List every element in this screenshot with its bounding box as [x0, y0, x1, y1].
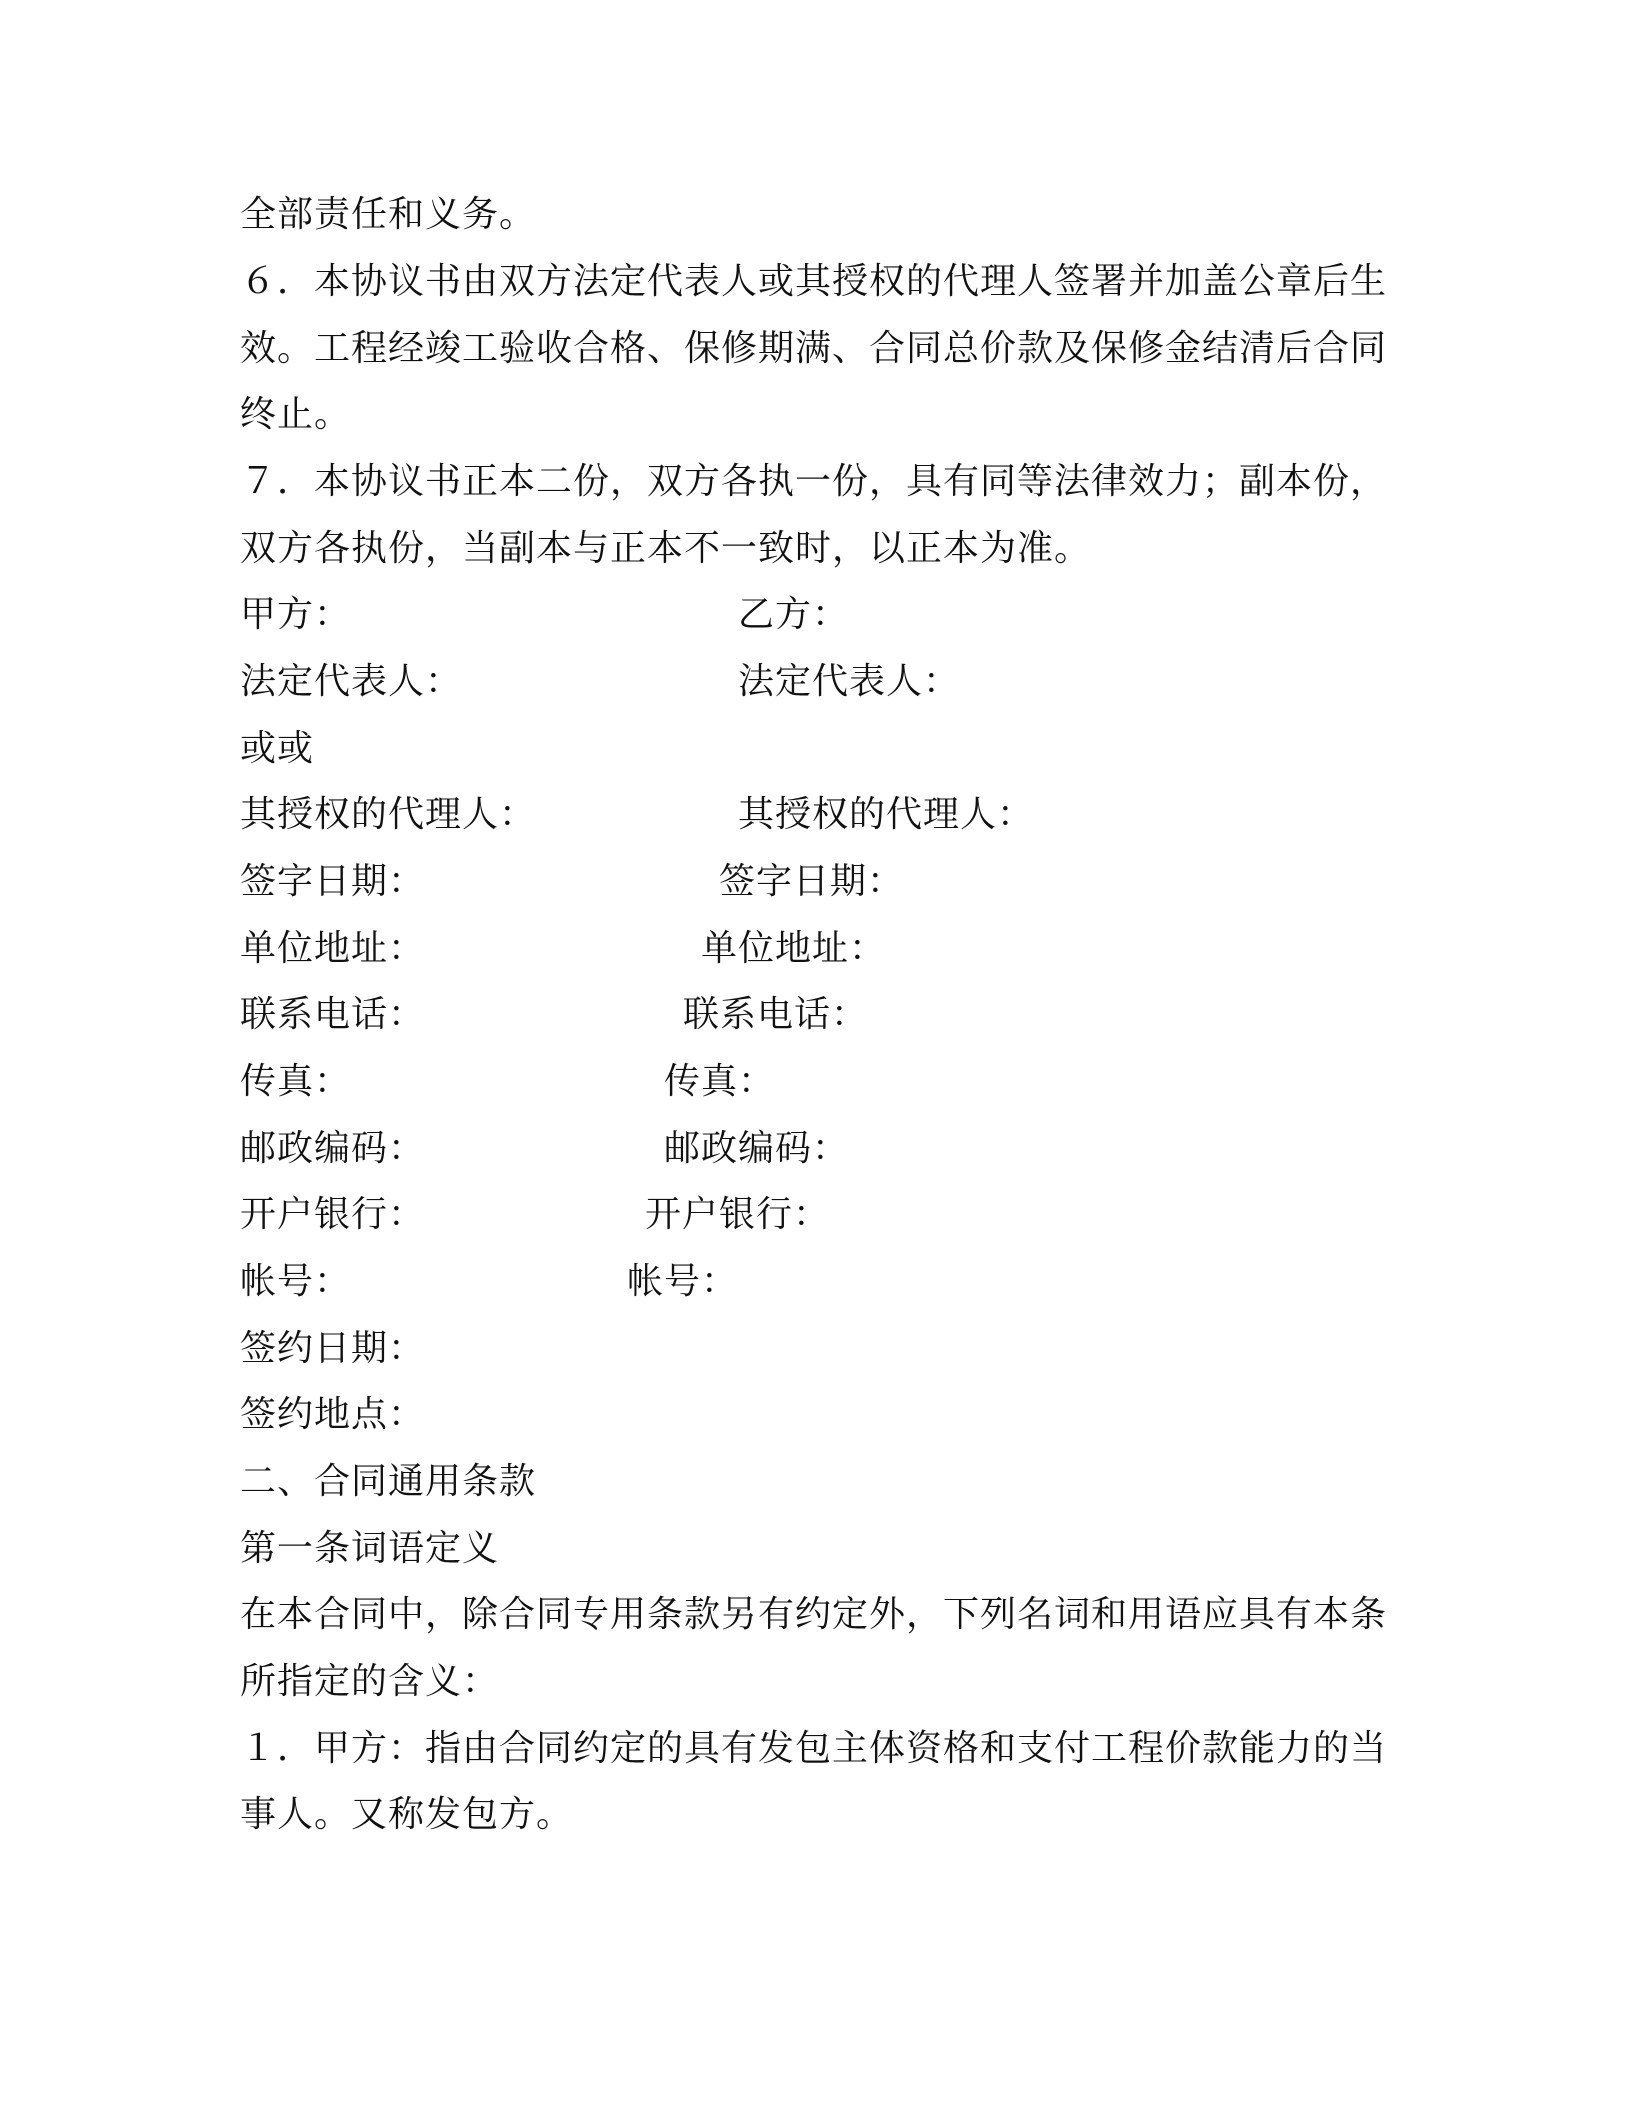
address-b-label: 单位地址：: [701, 928, 887, 969]
bank-b-label: 开户银行：: [645, 1194, 831, 1235]
phone-a-label: 联系电话：: [240, 994, 426, 1035]
fax-a-label: 传真：: [240, 1061, 352, 1102]
clause-7-line-1: ７．本协议书正本二份，双方各执一份，具有同等法律效力；副本份，: [240, 461, 1388, 502]
contract-date-label: 签约日期：: [240, 1328, 426, 1369]
clause-7-line-2: 双方各执份，当副本与正本不一致时，以正本为准。: [240, 528, 1092, 569]
address-a-label: 单位地址：: [240, 928, 426, 969]
party-a-label: 甲方：: [240, 594, 352, 635]
account-b-label: 帐号：: [627, 1261, 739, 1302]
definition-1-line-1: １．甲方：指由合同约定的具有发包主体资格和支付工程价款能力的当: [240, 1728, 1388, 1769]
account-a-label: 帐号：: [240, 1261, 352, 1302]
sign-date-a-label: 签字日期：: [240, 861, 426, 902]
intro-line-2: 所指定的含义：: [240, 1661, 500, 1702]
sign-date-b-label: 签字日期：: [719, 861, 905, 902]
paragraph-line: 全部责任和义务。: [240, 194, 537, 235]
postcode-a-label: 邮政编码：: [240, 1128, 426, 1169]
legal-rep-a-label: 法定代表人：: [240, 661, 463, 702]
clause-6-line-3: 终止。: [240, 394, 352, 435]
bank-a-label: 开户银行：: [240, 1194, 426, 1235]
or-line: 或或: [240, 728, 315, 769]
agent-a-label: 其授权的代理人：: [240, 794, 537, 835]
section-heading: 二、合同通用条款: [240, 1461, 537, 1502]
agent-b-label: 其授权的代理人：: [738, 794, 1035, 835]
clause-6-line-1: ６．本协议书由双方法定代表人或其授权的代理人签署并加盖公章后生: [240, 261, 1388, 302]
definition-1-line-2: 事人。又称发包方。: [240, 1794, 574, 1835]
article-title: 第一条词语定义: [240, 1528, 500, 1569]
phone-b-label: 联系电话：: [683, 994, 869, 1035]
party-b-label: 乙方：: [738, 594, 850, 635]
contract-place-label: 签约地点：: [240, 1394, 426, 1435]
clause-6-line-2: 效。工程经竣工验收合格、保修期满、合同总价款及保修金结清后合同: [240, 328, 1388, 369]
legal-rep-b-label: 法定代表人：: [738, 661, 961, 702]
intro-line-1: 在本合同中，除合同专用条款另有约定外，下列名词和用语应具有本条: [240, 1594, 1388, 1635]
fax-b-label: 传真：: [664, 1061, 776, 1102]
postcode-b-label: 邮政编码：: [664, 1128, 850, 1169]
